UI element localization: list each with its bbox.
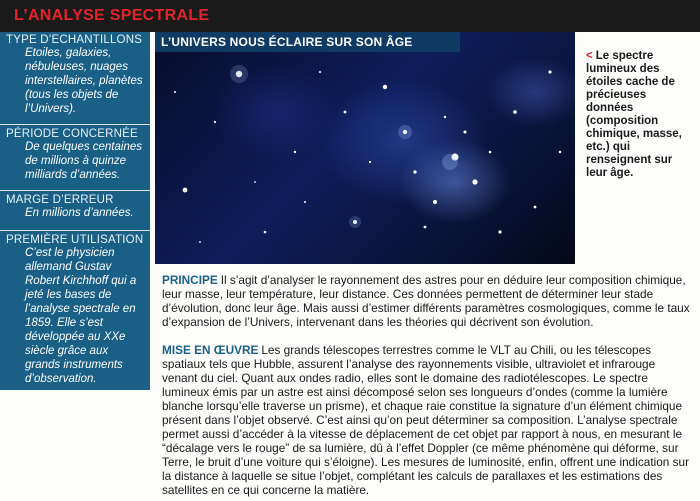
principe-paragraph	[162, 273, 692, 329]
galaxy-photo	[155, 32, 575, 264]
caption-text: Le spectre lumineux des étoiles cache de précieuses données (composition chimique, masse, etc.) qui renseignent sur leur âge.	[586, 50, 682, 179]
photo-caption	[586, 50, 694, 180]
principe-lead: PRINCIPE	[162, 273, 218, 287]
sidebar-label: PÉRIODE CONCERNÉE	[6, 128, 138, 140]
principe-text: Il s’agit d’analyser le rayonnement des astres pour en déduire leur composition chimique, leur masse, leur température, leur distance. Ces données permettent de déterminer leur stade d’évolution, donc leur âge. Mais aussi d’estimer différents paramètres cosmologiques, comme le taux d’expansion de l’Univers, intervenant dans les théories qui décrivent son évolution.	[162, 273, 690, 329]
title-bar	[0, 0, 700, 32]
mise-en-oeuvre-paragraph	[162, 343, 692, 497]
sidebar-divider	[0, 190, 150, 191]
sidebar-section-premiere	[0, 234, 150, 386]
sidebar-label: TYPE D’ECHANTILLONS	[6, 34, 143, 46]
photo-header-text: L’UNIVERS NOUS ÉCLAIRE SUR SON ÂGE	[161, 35, 413, 49]
sidebar-section-marge	[0, 194, 150, 220]
caption-arrow: <	[586, 50, 593, 62]
mise-en-oeuvre-lead: MISE EN ŒUVRE	[162, 343, 259, 357]
fact-sidebar	[0, 32, 150, 390]
sidebar-value: Etoiles, galaxies, nébuleuses, nuages interstellaires, planètes (tous les objets de l’Univers).	[25, 47, 143, 115]
page-title: L’ANALYSE SPECTRALE	[14, 7, 210, 24]
sidebar-value: En millions d’années.	[25, 207, 134, 219]
sidebar-divider	[0, 230, 150, 231]
mise-en-oeuvre-text: Les grands télescopes terrestres comme le VLT au Chili, ou les télescopes spatiaux tels que Hubble, assurent l’analyse des rayonnements visible, ultraviolet et infrarouge venant du ciel. Quant aux ondes radio, elles sont le domaine des radiotélescopes. Le spectre lumineux émis par un astre est ainsi décomposé selon ses longueurs d’ondes (comme la lumière blanche lorsqu’elle traverse un prisme), et chaque raie constitue la signature d’un élément chimique présent dans l’objet observé. C’est ainsi qu’on peut déterminer sa composition. L’analyse spectrale permet aussi d’accéder à la vitesse de déplacement de cet objet par rapport à nous, en mesurant le “décalage vers le rouge” de sa lumière, dû à l’effet Doppler (ce même phénomène qui déforme, sur Terre, le bruit d’une voiture qui s’éloigne). Les mesures de luminosité, enfin, offrent une indication sur la distance à laquelle se situe l’objet, complétant les calculs de parallaxes et les estimations des satellites en ce qui concerne la matière.	[162, 343, 690, 497]
sidebar-value: C’est le physicien allemand Gustav Robert Kirchhoff qui a jeté les bases de l’analyse spectrale en 1859. Elle s’est développée au XXe siècle grâce aux grands instruments d’observation.	[25, 247, 137, 385]
sidebar-divider	[0, 124, 150, 125]
sidebar-label: MARGE D’ERREUR	[6, 194, 114, 206]
sidebar-label: PREMIÈRE UTILISATION	[6, 234, 144, 246]
sidebar-section-type	[0, 34, 150, 116]
sidebar-value: De quelques centaines de millions à quinze milliards d’années.	[25, 141, 142, 181]
photo-header	[155, 32, 460, 52]
star-field	[155, 32, 575, 264]
sidebar-section-periode	[0, 128, 150, 182]
